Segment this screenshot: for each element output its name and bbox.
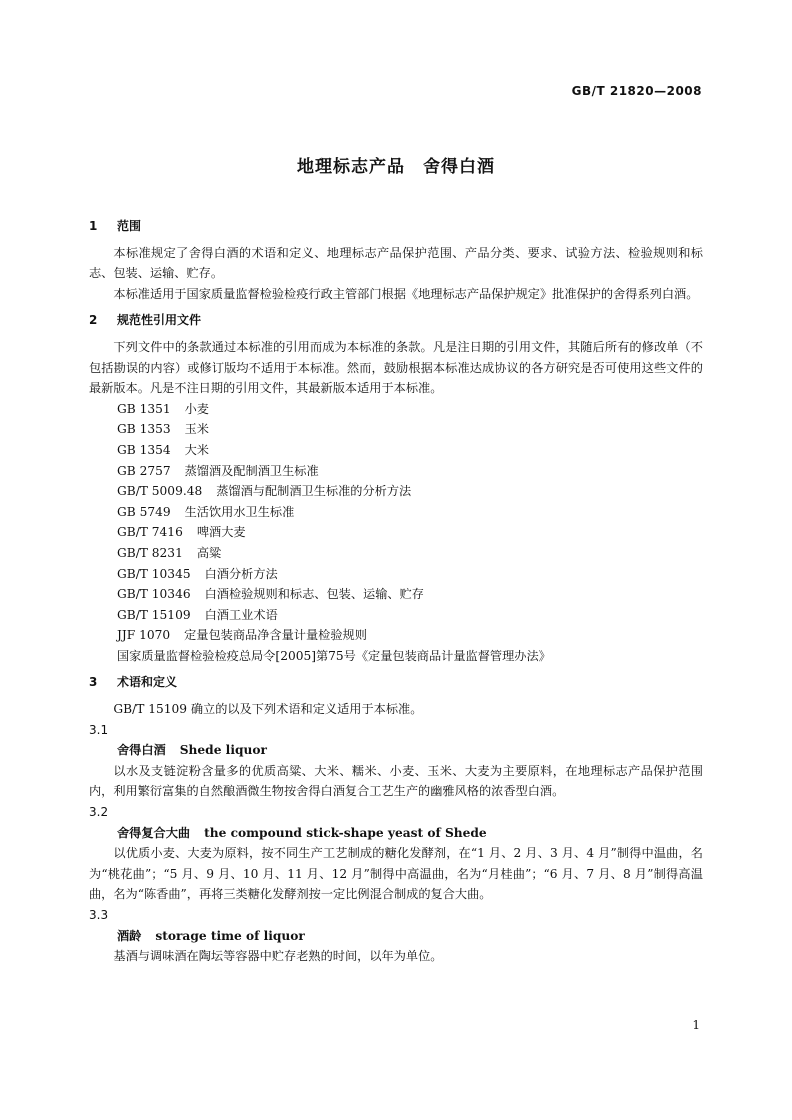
term-en: Shede liquor <box>179 743 267 758</box>
section-3-heading <box>89 672 703 693</box>
reference-title: 蒸馏酒与配制酒卫生标准的分析方法 <box>216 484 412 499</box>
paragraph: 本标准适用于国家质量监督检验检疫行政主管部门根据《地理标志产品保护规定》批准保护的舍得系列白酒。 <box>113 286 699 301</box>
reference-title: 大米 <box>184 442 209 457</box>
reference-item <box>89 481 703 502</box>
reference-title: 白酒分析方法 <box>204 566 278 581</box>
reference-list <box>89 399 703 667</box>
reference-item: 国家质量监督检验检疫总局令[2005]第75号《定量包装商品计量监督管理办法》 <box>117 648 551 663</box>
reference-code: GB/T 8231 <box>117 545 183 560</box>
reference-title: 白酒工业术语 <box>204 607 278 622</box>
reference-code: GB 1351 <box>117 401 171 416</box>
term-zh: 酒龄 <box>117 928 142 943</box>
term-entry <box>89 720 703 802</box>
reference-item <box>89 605 703 626</box>
document-body <box>89 216 703 967</box>
section-1-heading <box>89 216 703 237</box>
reference-item <box>89 440 703 461</box>
term-en: storage time of liquor <box>155 928 305 943</box>
term-entry <box>89 802 703 905</box>
paragraph: 本标准规定了舍得白酒的术语和定义、地理标志产品保护范围、产品分类、要求、试验方法、检验规则和标志、包装、运输、贮存。 <box>89 245 703 281</box>
term-heading <box>89 926 703 947</box>
term-heading <box>89 740 703 761</box>
reference-code: GB/T 10346 <box>117 587 191 602</box>
reference-code: GB 5749 <box>117 504 171 519</box>
reference-code: GB/T 5009.48 <box>117 484 203 499</box>
section-number: 3 <box>89 675 98 690</box>
reference-item <box>89 543 703 564</box>
term-definition: 以优质小麦、大麦为原料，按不同生产工艺制成的糖化发酵剂，在“1 月、2 月、3 月、4 月”制得中温曲，名为“桃花曲”；“5 月、9 月、10 月、11 月、12 月”制得中高温曲，名为“月桂曲”；“6 月、7 月、8 月”制得高温曲，名为“陈香曲”，再将三类糖化发酵剂按一定比例混合制成的复合大曲。 <box>89 846 703 902</box>
reference-code: GB 2757 <box>117 463 171 478</box>
term-number: 3.2 <box>89 805 109 820</box>
term-zh: 舍得白酒 <box>117 743 166 758</box>
reference-item <box>89 625 703 646</box>
section-title: 规范性引用文件 <box>117 313 202 328</box>
reference-item <box>89 584 703 605</box>
term-en: the compound stick-shape yeast of Shede <box>204 825 487 840</box>
reference-title: 高粱 <box>196 545 222 560</box>
reference-title: 小麦 <box>184 401 209 416</box>
reference-code: GB/T 15109 <box>117 607 191 622</box>
document-title: 地理标志产品 舍得白酒 <box>297 157 495 177</box>
term-definition: 以水及支链淀粉含量多的优质高粱、大米、糯米、小麦、玉米、大麦为主要原料，在地理标志产品保护范围内，利用繁衍富集的自然酿酒微生物按舍得白酒复合工艺生产的幽雅风格的浓香型白酒。 <box>89 763 703 799</box>
reference-item <box>89 564 703 585</box>
term-number: 3.3 <box>89 908 109 922</box>
reference-item <box>89 399 703 420</box>
reference-item <box>89 502 703 523</box>
reference-item <box>89 419 703 440</box>
reference-item <box>89 522 703 543</box>
reference-item <box>89 461 703 482</box>
section-title: 范围 <box>117 219 142 233</box>
term-zh: 舍得复合大曲 <box>117 825 191 840</box>
reference-code: JJF 1070 <box>117 628 171 643</box>
paragraph: 下列文件中的条款通过本标准的引用而成为本标准的条款。凡是注日期的引用文件，其随后所有的修改单（不包括勘误的内容）或修订版均不适用于本标准。然而，鼓励根据本标准达成协议的各方研究是否可使用这些文件的最新版本。凡是不注日期的引用文件，其最新版本适用于本标准。 <box>89 339 703 396</box>
reference-code: GB/T 10345 <box>117 566 191 581</box>
reference-title: 定量包装商品净含量计量检验规则 <box>184 628 367 643</box>
section-title: 术语和定义 <box>117 675 178 690</box>
reference-code: GB/T 7416 <box>117 525 183 540</box>
page-number: 1 <box>692 1018 700 1032</box>
reference-title: 生活饮用水卫生标准 <box>184 504 295 519</box>
term-heading <box>89 823 703 844</box>
section-number: 2 <box>89 313 98 328</box>
section-number: 1 <box>89 219 98 233</box>
reference-title: 白酒检验规则和标志、包装、运输、贮存 <box>204 587 424 602</box>
paragraph: GB/T 15109 确立的以及下列术语和定义适用于本标准。 <box>113 702 423 717</box>
reference-title: 蒸馏酒及配制酒卫生标准 <box>184 463 319 478</box>
standard-code: GB/T 21820—2008 <box>571 84 702 98</box>
reference-code: GB 1353 <box>117 422 171 437</box>
reference-title: 玉米 <box>184 422 209 437</box>
reference-code: GB 1354 <box>117 442 171 457</box>
term-entry <box>89 905 703 967</box>
term-number: 3.1 <box>89 722 109 737</box>
section-2-heading <box>89 310 703 331</box>
term-definition: 基酒与调味酒在陶坛等容器中贮存老熟的时间，以年为单位。 <box>113 949 443 964</box>
reference-title: 啤酒大麦 <box>196 525 246 540</box>
